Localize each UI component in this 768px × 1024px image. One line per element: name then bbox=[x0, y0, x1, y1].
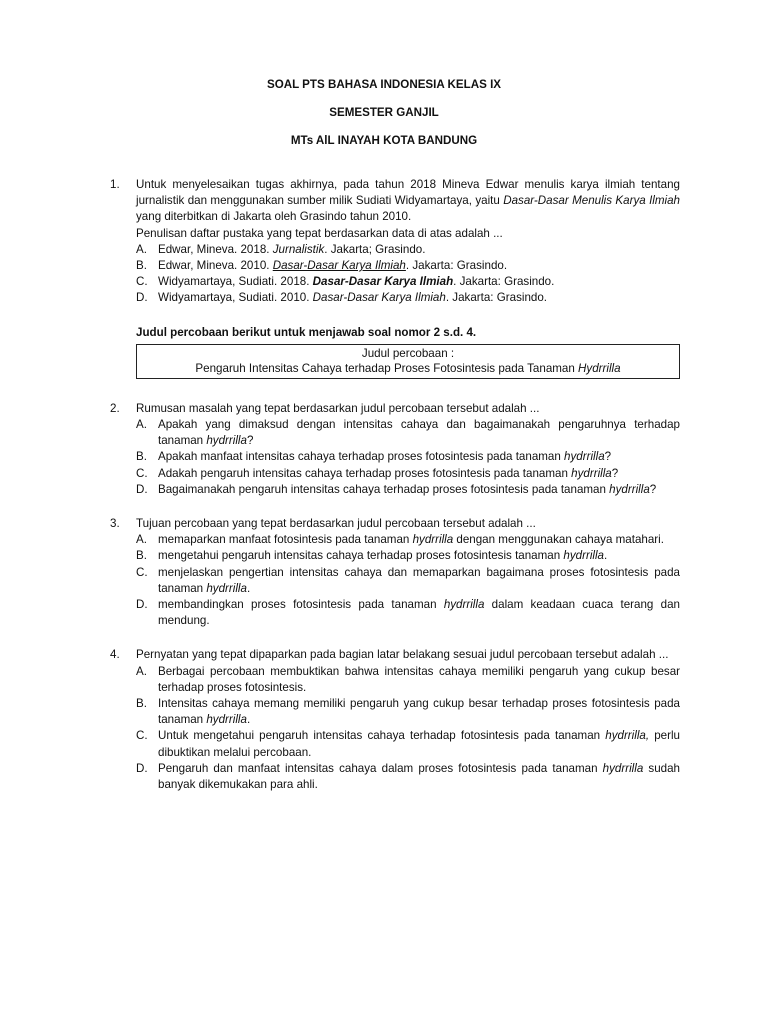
option-c[interactable]: C. Untuk mengetahui pengaruh intensitas cahaya terhadap fotosintesis pada tanaman hydrrilla, perlu dibuktikan melalui percobaan. bbox=[136, 729, 680, 759]
option-c[interactable]: C. menjelaskan pengertian intensitas cahaya dan memaparkan bagaimana proses fotosintesis pada tanaman hydrrilla. bbox=[136, 565, 680, 595]
header-title: SOAL PTS BAHASA INDONESIA KELAS IX bbox=[266, 78, 502, 91]
option-c[interactable]: C. Adakah pengaruh intensitas cahaya terhadap proses fotosintesis pada tanaman hydrrilla? bbox=[136, 466, 619, 480]
box-title: Judul percobaan : bbox=[361, 346, 455, 360]
answer-options bbox=[136, 417, 680, 498]
option-b[interactable]: B. Intensitas cahaya memang memiliki pengaruh yang cukup besar terhadap proses fotosintesis pada tanaman hydrrilla. bbox=[136, 697, 680, 727]
option-b[interactable]: B. Edwar, Mineva. 2010. Dasar-Dasar Karya Ilmiah. Jakarta: Grasindo. bbox=[136, 259, 508, 273]
answer-options bbox=[136, 242, 680, 307]
question-text: Untuk menyelesaikan tugas akhirnya, pada tahun 2018 Mineva Edwar menulis karya ilmiah tentang jurnalistik dan menggunakan sumber milik Sudiati Widyamartaya, yaitu Dasar-Dasar Menulis Karya Ilmiah yang diterbitkan di Jakarta oleh Grasindo tahun 2010. bbox=[136, 178, 680, 224]
option-b[interactable]: B. mengetahui pengaruh intensitas cahaya terhadap proses fotosintesis tanaman hydrrilla. bbox=[136, 549, 608, 563]
answer-options bbox=[136, 532, 680, 629]
question-4 bbox=[110, 647, 680, 793]
experiment-title-box bbox=[136, 344, 680, 379]
header-school: MTs AlL INAYAH KOTA BANDUNG bbox=[290, 134, 478, 147]
option-d[interactable]: D. Pengaruh dan manfaat intensitas cahaya dalam proses fotosintesis pada tanaman hydrrilla sudah banyak dikemukakan para ahli. bbox=[136, 761, 681, 792]
option-d[interactable]: D. Bagaimanakah pengaruh intensitas cahaya terhadap proses fotosintesis pada tanaman hydrrilla? bbox=[136, 482, 657, 496]
question-2 bbox=[110, 401, 680, 498]
document-header bbox=[0, 78, 768, 147]
option-a[interactable]: A. Berbagai percobaan membuktikan bahwa intensitas cahaya memiliki pengaruh yang cukup besar terhadap proses fotosintesis. bbox=[136, 664, 680, 694]
option-d[interactable]: D. membandingkan proses fotosintesis pada tanaman hydrrilla dalam keadaan cuaca terang dan mendung. bbox=[136, 598, 681, 628]
question-number: 3. bbox=[110, 517, 120, 531]
question-3 bbox=[110, 516, 680, 629]
question-text: Rumusan masalah yang tepat berdasarkan judul percobaan tersebut adalah ... bbox=[136, 401, 540, 415]
option-a[interactable]: A. memaparkan manfaat fotosintesis pada tanaman hydrrilla dengan menggunakan cahaya matahari. bbox=[136, 533, 664, 547]
question-text: Tujuan percobaan yang tepat berdasarkan judul percobaan tersebut adalah ... bbox=[136, 517, 536, 531]
question-list bbox=[110, 177, 680, 793]
question-prompt: Penulisan daftar pustaka yang tepat berdasarkan data di atas adalah ... bbox=[136, 226, 503, 240]
option-a[interactable]: A. Edwar, Mineva. 2018. Jurnalistik. Jakarta; Grasindo. bbox=[136, 242, 426, 256]
question-number: 4. bbox=[110, 648, 120, 662]
option-a[interactable]: A. Apakah yang dimaksud dengan intensitas cahaya dan bagaimanakah pengaruhnya terhadap tanaman hydrrilla? bbox=[136, 418, 680, 448]
question-number: 2. bbox=[110, 401, 120, 415]
question-text: Pernyatan yang tepat dipaparkan pada bagian latar belakang sesuai judul percobaan tersebut adalah ... bbox=[136, 648, 669, 662]
question-1 bbox=[110, 177, 680, 307]
option-b[interactable]: B. Apakah manfaat intensitas cahaya terhadap proses fotosintesis pada tanaman hydrrilla? bbox=[136, 450, 612, 464]
option-c[interactable]: C. Widyamartaya, Sudiati. 2018. Dasar-Dasar Karya Ilmiah. Jakarta: Grasindo. bbox=[136, 275, 555, 289]
header-semester: SEMESTER GANJIL bbox=[329, 106, 439, 119]
question-number: 1. bbox=[110, 178, 120, 191]
option-d[interactable]: D. Widyamartaya, Sudiati. 2010. Dasar-Dasar Karya Ilmiah. Jakarta: Grasindo. bbox=[136, 291, 548, 305]
experiment-note: Judul percobaan berikut untuk menjawab soal nomor 2 s.d. 4. bbox=[136, 325, 477, 339]
answer-options bbox=[136, 664, 680, 794]
box-text: Pengaruh Intensitas Cahaya terhadap Proses Fotosintesis pada Tanaman Hydrrilla bbox=[195, 361, 621, 375]
